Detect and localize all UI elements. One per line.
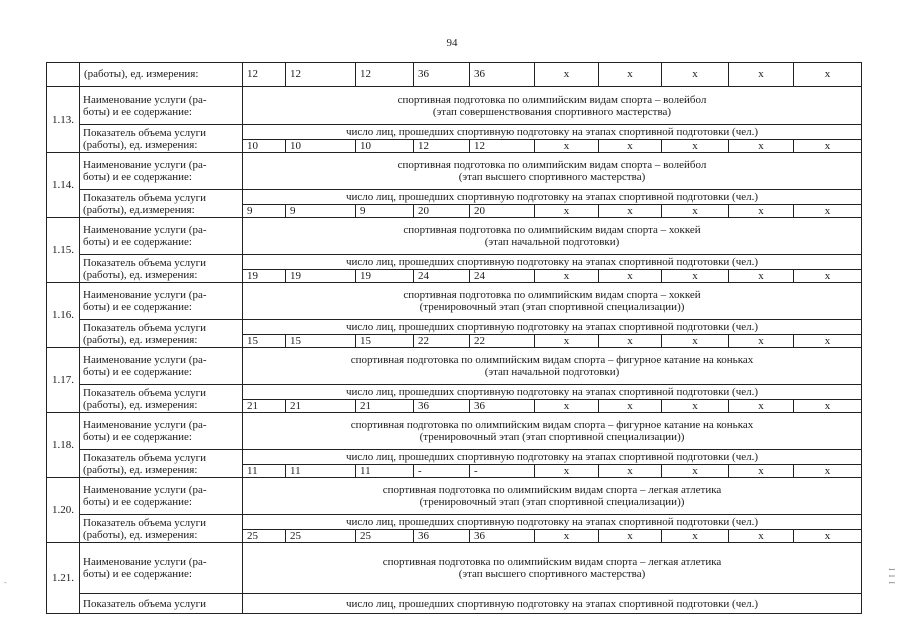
- value-cell: x: [599, 63, 662, 87]
- indicator-row: [47, 190, 862, 205]
- text-line: Показатель объема услуги: [83, 256, 207, 269]
- service-name-label: [80, 283, 243, 320]
- table-body: [47, 63, 862, 614]
- value-cell: 36: [414, 63, 470, 87]
- text-line: (этап начальной подготовки): [484, 366, 620, 378]
- value-cell: 15: [286, 335, 356, 348]
- text-line: спортивная подготовка по олимпийским видам спорта – хоккей: [403, 289, 701, 301]
- value-cell: x: [794, 530, 862, 543]
- text-line: боты) и ее содержание:: [83, 236, 192, 248]
- indicator-label: [80, 450, 243, 478]
- value-cell: x: [729, 530, 794, 543]
- services-table: [46, 62, 862, 614]
- value-cell: x: [535, 465, 599, 478]
- service-number: 1.20.: [47, 478, 80, 543]
- value-cell: 15: [243, 335, 286, 348]
- value-cell: 20: [414, 205, 470, 218]
- indicator-row: [47, 320, 862, 335]
- value-cell: 9: [243, 205, 286, 218]
- text-line: Показатель объема услуги: [83, 191, 207, 204]
- indicator-row: [47, 255, 862, 270]
- value-cell: 25: [243, 530, 286, 543]
- service-number: 1.15.: [47, 218, 80, 283]
- value-cell: 21: [286, 400, 356, 413]
- value-cell: x: [599, 465, 662, 478]
- value-cell: 24: [470, 270, 535, 283]
- value-cell: 15: [356, 335, 414, 348]
- value-cell: x: [662, 530, 729, 543]
- value-cell: 22: [414, 335, 470, 348]
- service-name-label: [80, 478, 243, 515]
- value-cell: x: [794, 335, 862, 348]
- text-line: (работы), ед. измерения:: [83, 268, 198, 281]
- indicator-label: [80, 255, 243, 283]
- side-marks-right: I I I: [887, 568, 896, 585]
- value-cell: x: [599, 400, 662, 413]
- text-line: Наименование услуги (ра-: [83, 224, 207, 236]
- text-line: (тренировочный этап (этап спортивной специализации)): [419, 301, 685, 313]
- indicator-text: число лиц, прошедших спортивную подготовку на этапах спортивной подготовки (чел.): [243, 320, 862, 335]
- service-name-row: [47, 348, 862, 385]
- service-number: 1.16.: [47, 283, 80, 348]
- indicator-text: число лиц, прошедших спортивную подготовку на этапах спортивной подготовки (чел.): [243, 190, 862, 205]
- text-line: (работы), ед. измерения:: [83, 398, 198, 411]
- value-cell: 12: [356, 63, 414, 87]
- value-cell: x: [729, 270, 794, 283]
- value-cell: x: [599, 335, 662, 348]
- value-cell: 12: [286, 63, 356, 87]
- service-number: 1.13.: [47, 87, 80, 153]
- text-line: спортивная подготовка по олимпийским видам спорта – легкая атлетика: [382, 556, 722, 568]
- text-line: (этап высшего спортивного мастерства): [458, 171, 646, 183]
- text-line: спортивная подготовка по олимпийским видам спорта – волейбол: [397, 159, 707, 171]
- value-cell: x: [535, 205, 599, 218]
- value-cell: 19: [286, 270, 356, 283]
- value-cell: x: [729, 335, 794, 348]
- text-line: боты) и ее содержание:: [83, 431, 192, 443]
- service-content: [243, 543, 862, 594]
- text-line: Наименование услуги (ра-: [83, 419, 207, 431]
- indicator-row: [47, 450, 862, 465]
- indicator-label: [80, 515, 243, 543]
- service-content: [243, 218, 862, 255]
- text-line: Наименование услуги (ра-: [83, 93, 207, 106]
- text-line: Показатель объема услуги: [83, 321, 207, 334]
- value-cell: 12: [414, 140, 470, 153]
- service-name-label: [80, 348, 243, 385]
- indicator-label-tail: (работы), ед. измерения:: [80, 63, 243, 87]
- service-content: [243, 283, 862, 320]
- value-cell: x: [599, 530, 662, 543]
- service-number: 1.14.: [47, 153, 80, 218]
- value-cell: 21: [356, 400, 414, 413]
- service-name-row: [47, 87, 862, 125]
- service-name-label: [80, 153, 243, 190]
- value-cell: x: [535, 400, 599, 413]
- service-name-row: [47, 283, 862, 320]
- service-name-row: [47, 543, 862, 594]
- value-cell: 22: [470, 335, 535, 348]
- value-cell: x: [662, 270, 729, 283]
- value-cell: x: [662, 140, 729, 153]
- text-line: боты) и ее содержание:: [83, 568, 192, 580]
- text-line: (работы), ед. измерения:: [83, 138, 198, 151]
- value-cell: x: [729, 465, 794, 478]
- value-cell: x: [535, 63, 599, 87]
- service-content: [243, 413, 862, 450]
- indicator-text: число лиц, прошедших спортивную подготовку на этапах спортивной подготовки (чел.): [243, 125, 862, 140]
- page-number: 94: [446, 37, 458, 49]
- indicator-row: [47, 385, 862, 400]
- text-line: Наименование услуги (ра-: [83, 354, 207, 366]
- service-name-label: [80, 87, 243, 125]
- value-cell: 12: [243, 63, 286, 87]
- service-content: [243, 153, 862, 190]
- service-number: 1.21.: [47, 543, 80, 614]
- value-cell: x: [535, 270, 599, 283]
- value-cell: x: [794, 270, 862, 283]
- value-cell: x: [729, 400, 794, 413]
- value-cell: 36: [470, 530, 535, 543]
- service-name-row: [47, 478, 862, 515]
- side-mark-left: -: [4, 578, 7, 587]
- indicator-row: [47, 125, 862, 140]
- num-cell: [47, 63, 80, 87]
- value-cell: x: [599, 270, 662, 283]
- value-cell: x: [662, 63, 729, 87]
- text-line: Показатель объема услуги: [83, 126, 207, 139]
- service-name-row: [47, 413, 862, 450]
- text-line: спортивная подготовка по олимпийским видам спорта – волейбол: [397, 93, 707, 106]
- text-line: Показатель объема услуги: [83, 516, 207, 529]
- indicator-text: число лиц, прошедших спортивную подготовку на этапах спортивной подготовки (чел.): [243, 450, 862, 465]
- text-line: (этап начальной подготовки): [484, 236, 620, 248]
- value-cell: 10: [243, 140, 286, 153]
- value-cell: x: [662, 335, 729, 348]
- service-name-label: [80, 218, 243, 255]
- value-cell: x: [599, 140, 662, 153]
- service-number: 1.18.: [47, 413, 80, 478]
- text-line: боты) и ее содержание:: [83, 496, 192, 508]
- text-line: боты) и ее содержание:: [83, 301, 192, 313]
- text-line: спортивная подготовка по олимпийским видам спорта – фигурное катание на коньках: [350, 419, 754, 431]
- value-cell: 19: [243, 270, 286, 283]
- indicator-text: число лиц, прошедших спортивную подготовку на этапах спортивной подготовки (чел.): [243, 594, 862, 614]
- text-line: (этап совершенствования спортивного мастерства): [432, 105, 672, 118]
- text-line: спортивная подготовка по олимпийским видам спорта – хоккей: [403, 224, 701, 236]
- indicator-text: число лиц, прошедших спортивную подготовку на этапах спортивной подготовки (чел.): [243, 385, 862, 400]
- service-name-row: [47, 153, 862, 190]
- service-content: [243, 348, 862, 385]
- indicator-row: [47, 515, 862, 530]
- value-cell: 25: [356, 530, 414, 543]
- service-content: [243, 87, 862, 125]
- text-line: Наименование услуги (ра-: [83, 484, 207, 496]
- value-cell: x: [794, 400, 862, 413]
- value-cell: 25: [286, 530, 356, 543]
- indicator-row: [47, 594, 862, 614]
- text-line: Показатель объема услуги: [83, 386, 207, 399]
- text-line: (тренировочный этап (этап спортивной специализации)): [419, 431, 685, 443]
- value-cell: x: [794, 140, 862, 153]
- value-cell: 20: [470, 205, 535, 218]
- value-cell: x: [794, 465, 862, 478]
- value-cell: -: [470, 465, 535, 478]
- value-cell: 12: [470, 140, 535, 153]
- value-cell: 36: [470, 400, 535, 413]
- value-cell: x: [729, 63, 794, 87]
- value-cell: 9: [356, 205, 414, 218]
- value-cell: 11: [356, 465, 414, 478]
- text-line: Наименование услуги (ра-: [83, 289, 207, 301]
- service-name-label: [80, 413, 243, 450]
- indicator-label: [80, 320, 243, 348]
- text-line: Показатель объема услуги: [83, 597, 207, 610]
- text-line: спортивная подготовка по олимпийским видам спорта – фигурное катание на коньках: [350, 354, 754, 366]
- continuation-values-row: [47, 63, 862, 87]
- indicator-label: [80, 594, 243, 614]
- value-cell: 36: [470, 63, 535, 87]
- value-cell: x: [662, 205, 729, 218]
- value-cell: x: [535, 335, 599, 348]
- service-name-label: [80, 543, 243, 594]
- value-cell: x: [729, 140, 794, 153]
- indicator-text: число лиц, прошедших спортивную подготовку на этапах спортивной подготовки (чел.): [243, 515, 862, 530]
- value-cell: 11: [243, 465, 286, 478]
- text-line: (работы), ед. измерения:: [83, 528, 198, 541]
- text-line: (этап высшего спортивного мастерства): [458, 568, 646, 580]
- value-cell: 11: [286, 465, 356, 478]
- value-cell: x: [599, 205, 662, 218]
- text-line: боты) и ее содержание:: [83, 171, 192, 183]
- indicator-label: [80, 190, 243, 218]
- value-cell: x: [535, 530, 599, 543]
- value-cell: x: [794, 205, 862, 218]
- indicator-text: число лиц, прошедших спортивную подготовку на этапах спортивной подготовки (чел.): [243, 255, 862, 270]
- service-content: [243, 478, 862, 515]
- value-cell: 10: [356, 140, 414, 153]
- text-line: Наименование услуги (ра-: [83, 556, 207, 568]
- value-cell: 36: [414, 400, 470, 413]
- value-cell: x: [794, 63, 862, 87]
- service-number: 1.17.: [47, 348, 80, 413]
- indicator-label: [80, 125, 243, 153]
- value-cell: x: [535, 140, 599, 153]
- value-cell: 21: [243, 400, 286, 413]
- text-line: боты) и ее содержание:: [83, 105, 192, 118]
- text-line: (работы), ед. измерения:: [83, 463, 198, 476]
- service-name-row: [47, 218, 862, 255]
- text-line: (тренировочный этап (этап спортивной специализации)): [419, 496, 685, 508]
- text-line: (работы), ед.измерения:: [83, 203, 195, 216]
- value-cell: x: [662, 465, 729, 478]
- value-cell: 36: [414, 530, 470, 543]
- value-cell: 19: [356, 270, 414, 283]
- text-line: (работы), ед. измерения:: [83, 333, 198, 346]
- value-cell: 9: [286, 205, 356, 218]
- value-cell: x: [662, 400, 729, 413]
- text-line: спортивная подготовка по олимпийским видам спорта – легкая атлетика: [382, 484, 722, 496]
- indicator-label: [80, 385, 243, 413]
- text-line: Наименование услуги (ра-: [83, 159, 207, 171]
- value-cell: -: [414, 465, 470, 478]
- value-cell: x: [729, 205, 794, 218]
- text-line: Показатель объема услуги: [83, 451, 207, 464]
- value-cell: 24: [414, 270, 470, 283]
- text-line: боты) и ее содержание:: [83, 366, 192, 378]
- value-cell: 10: [286, 140, 356, 153]
